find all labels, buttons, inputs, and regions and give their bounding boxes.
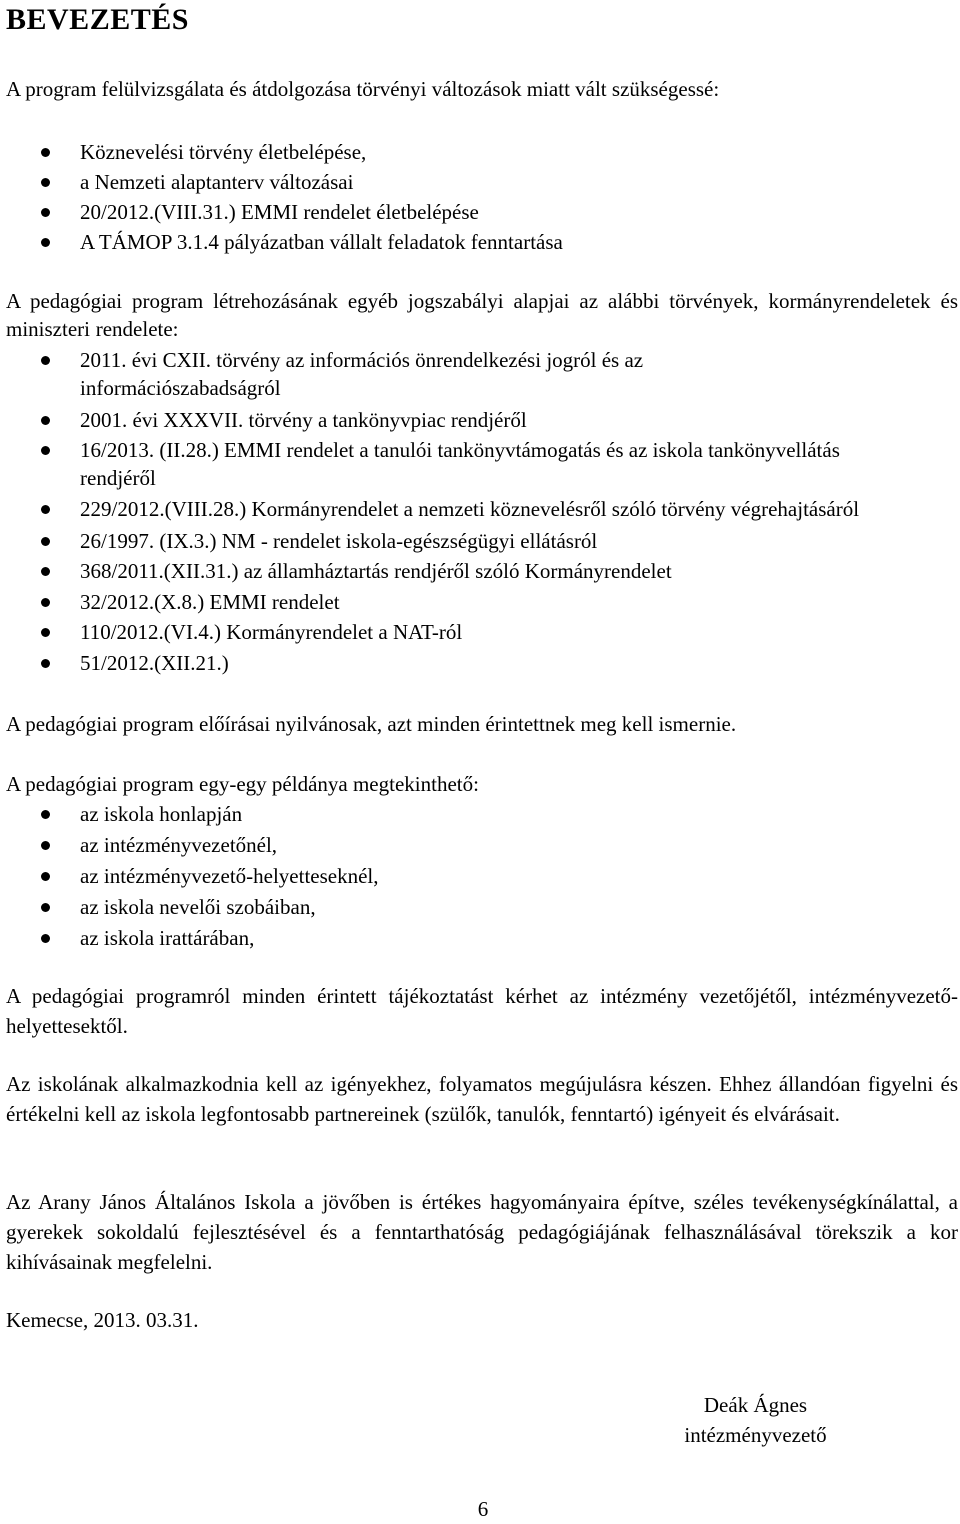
list-item: 26/1997. (IX.3.) NM - rendelet iskola-egészségügyi ellátásról <box>0 526 940 557</box>
signature-block <box>668 1390 843 1450</box>
list-item: 20/2012.(VIII.31.) EMMI rendelet életbelépése <box>0 197 940 227</box>
list-item: az iskola honlapján <box>0 799 940 830</box>
bullet-icon <box>41 934 50 943</box>
availability-paragraph: A pedagógiai program egy-egy példánya megtekinthető: <box>6 772 479 796</box>
list-item: 51/2012.(XII.21.) <box>0 648 940 679</box>
signatory-name: Deák Ágnes <box>703 1393 808 1417</box>
bullet-icon <box>41 178 50 187</box>
place-date: Kemecse, 2013. 03.31. <box>6 1308 199 1332</box>
public-paragraph: A pedagógiai program előírásai nyilvánosak, azt minden érintettnek meg kell ismernie. <box>6 712 737 736</box>
page-number: 6 <box>477 1497 489 1521</box>
availability-list <box>0 799 960 954</box>
bullet-icon <box>41 810 50 819</box>
intro-paragraph: A program felülvizsgálata és átdolgozása törvényi változások miatt vált szükségessé: <box>6 77 720 101</box>
list-item: az intézményvezetőnél, <box>0 830 940 861</box>
list-item: A TÁMOP 3.1.4 pályázatban vállalt feladatok fenntartása <box>0 227 940 257</box>
legal-list <box>0 346 960 678</box>
bullet-icon <box>41 238 50 247</box>
page-heading: BEVEZETÉS <box>6 3 189 36</box>
list-item: 368/2011.(XII.31.) az államháztartás rendjéről szóló Kormányrendelet <box>0 556 940 587</box>
info-paragraph: A pedagógiai programról minden érintett tájékoztatást kérhet az intézmény vezetőjétől, intézményvezető-helyettesektől. <box>6 984 958 1038</box>
reasons-list <box>0 137 960 257</box>
list-item: Köznevelési törvény életbelépése, <box>0 137 940 167</box>
bullet-icon <box>41 567 50 576</box>
bullet-icon <box>41 208 50 217</box>
list-item: 16/2013. (II.28.) EMMI rendelet a tanulói tankönyvtámogatás és az iskola tankönyvellátás rendjéről <box>0 436 840 492</box>
bullet-icon <box>41 628 50 637</box>
adapt-paragraph: Az iskolának alkalmazkodnia kell az igényekhez, folyamatos megújulásra készen. Ehhez állandóan figyelni és értékelni kell az iskola legfontosabb partnereinek (szülők, tanulók, fenntartó) igényeit és elvárásait. <box>6 1072 958 1126</box>
bullet-icon <box>41 446 50 455</box>
bullet-icon <box>41 416 50 425</box>
bullet-icon <box>41 148 50 157</box>
list-item: az iskola nevelői szobáiban, <box>0 892 940 923</box>
bullet-icon <box>41 356 50 365</box>
list-item: a Nemzeti alaptanterv változásai <box>0 167 940 197</box>
list-item: az intézményvezető-helyetteseknél, <box>0 861 940 892</box>
bullet-icon <box>41 537 50 546</box>
bullet-icon <box>41 659 50 668</box>
legal-basis-paragraph: A pedagógiai program létrehozásának egyéb jogszabályi alapjai az alábbi törvények, kormányrendeletek és miniszteri rendelete: <box>6 289 958 341</box>
bullet-icon <box>41 872 50 881</box>
bullet-icon <box>41 841 50 850</box>
signatory-title: intézményvezető <box>684 1423 827 1447</box>
list-item: 2011. évi CXII. törvény az információs önrendelkezési jogról és az információszabadságról <box>0 346 780 402</box>
bullet-icon <box>41 505 50 514</box>
list-item: 2001. évi XXXVII. törvény a tankönyvpiac rendjéről <box>0 405 940 436</box>
list-item: 110/2012.(VI.4.) Kormányrendelet a NAT-ról <box>0 617 940 648</box>
future-paragraph: Az Arany János Általános Iskola a jövőben is értékes hagyományaira építve, széles tevékenységkínálattal, a gyerekek sokoldalú fejlesztésével és a fenntarthatóság pedagógiájának felhasználásával törekszik a kor kihívásainak megfelelni. <box>6 1190 958 1274</box>
bullet-icon <box>41 903 50 912</box>
list-item: 229/2012.(VIII.28.) Kormányrendelet a nemzeti köznevelésről szóló törvény végrehajtásáról <box>0 495 870 523</box>
list-item: az iskola irattárában, <box>0 923 940 954</box>
bullet-icon <box>41 598 50 607</box>
list-item: 32/2012.(X.8.) EMMI rendelet <box>0 587 940 618</box>
